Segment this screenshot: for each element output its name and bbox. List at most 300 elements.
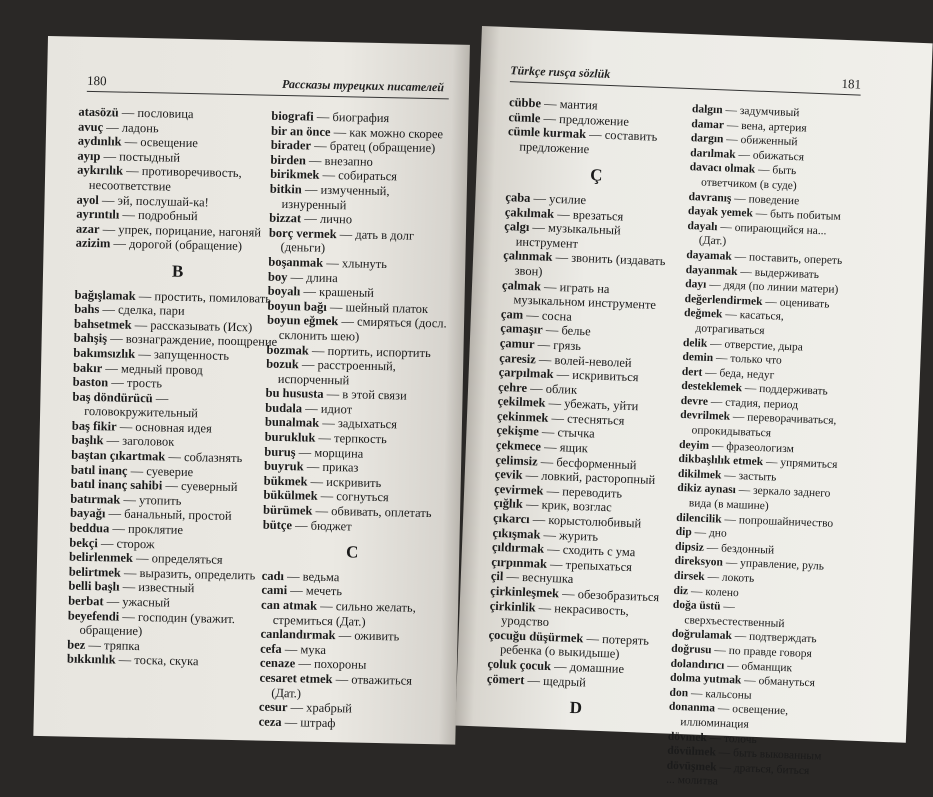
translation: — сделка, пари xyxy=(99,302,185,318)
dictionary-entry xyxy=(67,608,273,641)
headword: cübbe xyxy=(509,95,541,110)
headword: cesur xyxy=(259,700,288,715)
translation: — ловкий, расторопный xyxy=(522,468,655,487)
headword: don xyxy=(669,686,688,699)
headword: damar xyxy=(691,118,724,131)
translation: — бесформенный xyxy=(537,454,636,472)
translation: — согнуться xyxy=(317,489,388,504)
headword: devrilmek xyxy=(680,409,730,423)
dictionary-column xyxy=(67,105,284,671)
translation: — дно xyxy=(691,527,726,540)
translation: — подробный xyxy=(119,208,198,224)
translation: — драться, биться xyxy=(716,761,809,777)
translation: — утопить xyxy=(120,492,181,507)
headword: azar xyxy=(76,221,100,235)
translation: — основная идея xyxy=(117,419,212,435)
headword: çırpınmak xyxy=(491,555,547,571)
translation: — бездонный xyxy=(704,542,775,557)
translation: — волей-неволей xyxy=(536,352,632,370)
headword: bürümek xyxy=(263,503,313,518)
headword: çaba xyxy=(505,190,531,205)
translation: — обижаться xyxy=(735,149,804,164)
headword: bıkkınlık xyxy=(67,652,116,667)
headword: çehre xyxy=(498,380,527,395)
translation: — пословица xyxy=(119,105,194,121)
headword: çıldırmak xyxy=(492,540,545,556)
headword: bir an önce xyxy=(271,123,331,138)
translation: — задыхаться xyxy=(319,416,397,432)
section-letter: Ç xyxy=(506,165,686,186)
headword: birader xyxy=(271,138,312,153)
translation: — похороны xyxy=(295,657,366,672)
dictionary-entry xyxy=(72,389,278,422)
headword: belirtmek xyxy=(69,564,121,579)
dictionary-entry xyxy=(77,163,283,196)
headword: bozuk xyxy=(266,357,299,372)
translation: — ящик xyxy=(541,440,588,456)
headword: dövmek xyxy=(668,730,707,743)
translation: — дядя (по линии матери) xyxy=(706,279,838,296)
translation: — выразить, определить xyxy=(121,565,256,582)
translation: — отверстие, дыра xyxy=(707,337,803,353)
headword: dayalı xyxy=(687,220,717,233)
translation: — выдерживать xyxy=(737,266,819,281)
headword: bükmek xyxy=(264,473,308,488)
headword: borç vermek xyxy=(269,225,337,240)
translation: — измученный, изнуренный xyxy=(281,182,389,212)
translation: — застыть xyxy=(721,469,776,483)
headword: dipsiz xyxy=(675,541,704,554)
translation: — терпкость xyxy=(315,431,387,446)
translation: — быть выкованным xyxy=(716,747,822,763)
headword: canlandırmak xyxy=(260,627,335,643)
translation: — быть ответчиком (в суде) xyxy=(701,164,797,192)
translation: — суеверный xyxy=(162,479,237,495)
translation: — только что xyxy=(713,352,782,367)
headword: delik xyxy=(683,336,708,349)
headword: bakır xyxy=(73,360,102,375)
headword: çekilmek xyxy=(497,394,545,410)
translation: — дать в долг (деньги) xyxy=(280,227,414,255)
headword: davranış xyxy=(688,191,731,205)
translation: — медный провод xyxy=(102,361,203,377)
translation: — стадия, период xyxy=(708,396,799,411)
translation: — хлынуть xyxy=(323,256,387,271)
headword: çıkarcı xyxy=(493,511,530,526)
dictionary-entry xyxy=(268,225,449,258)
headword: cümle kurmak xyxy=(508,124,587,141)
headword: cadı xyxy=(262,568,285,582)
headword: birikmek xyxy=(270,167,320,182)
headword: dargın xyxy=(691,132,724,145)
headword: çömert xyxy=(487,671,525,686)
translation: — сторож xyxy=(98,536,155,551)
headword: burukluk xyxy=(265,430,316,445)
translation: — обиженный xyxy=(723,134,797,149)
translation: — известный xyxy=(119,580,194,596)
translation: — составить предложение xyxy=(519,127,657,156)
translation: — поддерживать xyxy=(742,383,828,398)
translation: — управление, руль xyxy=(723,557,825,573)
headword: çalgı xyxy=(504,219,530,234)
translation: — быть побитым xyxy=(753,208,841,223)
headword: çaresiz xyxy=(499,350,536,365)
headword: baş fikir xyxy=(72,418,117,433)
headword: çıkışmak xyxy=(492,525,540,541)
translation: — мантия xyxy=(541,96,598,112)
headword: çelimsiz xyxy=(495,452,538,468)
headword: baş döndürücü xyxy=(72,389,153,405)
translation: — трость xyxy=(108,375,162,390)
translation: — запущенность xyxy=(135,347,229,363)
translation: — заголовок xyxy=(103,434,174,449)
headword: direksyon xyxy=(674,555,723,569)
translation: — ладонь xyxy=(103,120,159,135)
translation: — сходить с ума xyxy=(544,542,636,559)
translation: — ужасный xyxy=(103,594,170,609)
headword: boyun eğmek xyxy=(267,313,338,328)
headword: dalgın xyxy=(692,103,723,116)
page-header xyxy=(510,63,861,95)
translation: — толочь xyxy=(707,732,757,746)
translation: — поставить, опереть xyxy=(731,251,842,267)
headword: belli başlı xyxy=(68,579,119,594)
dictionary-column xyxy=(259,109,452,733)
translation: — убежать, уйти xyxy=(545,396,638,414)
headword: bütçe xyxy=(263,517,292,532)
headword: bez xyxy=(67,637,85,651)
translation: — освещение xyxy=(121,135,198,151)
dictionary-entry xyxy=(259,714,439,732)
headword: ayrıntılı xyxy=(76,207,119,222)
translation: — противоречивость, несоответствие xyxy=(89,164,242,194)
headword: baştan çıkartmak xyxy=(71,448,165,464)
translation: — опирающийся на... (Дат.) xyxy=(699,221,827,248)
page-number: 181 xyxy=(841,76,861,93)
dictionary-entry xyxy=(266,357,447,390)
dictionary-entry xyxy=(67,652,272,671)
translation: — усилие xyxy=(530,191,586,207)
headword: dayı xyxy=(685,278,707,291)
translation: — храбрый xyxy=(287,700,352,715)
headword: batıl inanç xyxy=(71,462,128,477)
headword: bunalmak xyxy=(265,415,319,430)
headword: değerlendirmek xyxy=(684,293,762,308)
headword: çekişme xyxy=(496,423,539,439)
headword: ayıp xyxy=(77,148,100,162)
translation: — вознаграждение, поощрение xyxy=(107,332,277,350)
translation: — переворачиваться, опрокидываться xyxy=(691,411,836,439)
translation: — сосна xyxy=(523,308,572,324)
translation: — упрямиться xyxy=(763,456,838,471)
translation: — поведение xyxy=(731,192,799,207)
headword: biografi xyxy=(271,109,314,124)
headword: çakılmak xyxy=(505,205,555,221)
headword: ceza xyxy=(259,714,282,728)
translation: — соблазнять xyxy=(165,450,242,466)
headword: bitkin xyxy=(270,182,302,197)
headword: çalmak xyxy=(502,277,541,292)
translation: — некрасивость, уродство xyxy=(501,600,629,629)
headword: atasözü xyxy=(78,105,119,120)
translation: — расстроенный, испорченный xyxy=(278,357,396,387)
section-letter: B xyxy=(75,263,280,282)
headword: dolandırıcı xyxy=(670,657,724,671)
headword: çoluk çocuk xyxy=(487,657,551,673)
headword: bağışlamak xyxy=(74,287,135,302)
translation: — отважиться (Дат.) xyxy=(271,672,412,700)
headword: boşanmak xyxy=(268,255,323,270)
translation: — крашеный xyxy=(300,284,374,300)
headword: bahşiş xyxy=(74,331,108,346)
translation: — собираться xyxy=(319,168,397,184)
headword: diz xyxy=(673,584,688,597)
headword: çevik xyxy=(495,467,523,482)
translation: — корыстолюбивый xyxy=(529,512,641,530)
translation: — локоть xyxy=(704,571,754,585)
translation: — упрек, порицание, нагоняй xyxy=(99,222,261,239)
translation: — журить xyxy=(540,527,598,543)
translation: — переводить xyxy=(543,484,622,501)
translation: — суеверие xyxy=(127,463,193,478)
translation: — касаться, дотрагиваться xyxy=(695,309,784,337)
translation: — обезобразиться xyxy=(559,586,660,604)
dictionary-entry xyxy=(267,313,448,346)
headword: belirlenmek xyxy=(69,550,133,565)
translation: — смиряться (досл. склонить шею) xyxy=(279,314,447,343)
headword: çamaşır xyxy=(500,321,543,337)
translation: — фразеологизм xyxy=(709,440,794,455)
headword: berbat xyxy=(68,594,104,609)
left-page xyxy=(33,36,470,745)
translation: — тряпка xyxy=(85,638,140,653)
translation: — банальный, простой xyxy=(105,507,232,524)
translation: — стесняться xyxy=(548,411,625,428)
translation: — по правде говоря xyxy=(711,644,812,660)
headword: avuç xyxy=(78,119,103,134)
translation: — предложение xyxy=(540,111,629,128)
headword: boyalı xyxy=(268,284,301,299)
headword: budala xyxy=(265,401,302,416)
translation: — дорогой (обращение) xyxy=(110,237,242,254)
translation: — колено xyxy=(688,585,739,599)
headword: dayak yemek xyxy=(688,205,753,219)
translation: — веснушка xyxy=(503,570,573,587)
headword: çil xyxy=(491,569,504,583)
running-title: Türkçe rusça sözlük xyxy=(510,63,611,82)
dictionary-entry xyxy=(259,671,440,704)
headword: dövülmek xyxy=(667,745,716,759)
translation: — мука xyxy=(282,642,327,657)
right-page xyxy=(455,26,933,743)
translation: — головокружительный xyxy=(84,391,198,421)
headword: cenaze xyxy=(260,656,296,671)
headword: deyim xyxy=(679,439,709,452)
headword: bakımsızlık xyxy=(73,346,135,361)
headword: dövüşmek xyxy=(667,759,717,773)
headword: demin xyxy=(682,351,713,364)
dictionary-column xyxy=(666,102,852,794)
translation: — определяться xyxy=(133,551,223,567)
headword: boy xyxy=(268,269,288,283)
headword: batırmak xyxy=(70,491,120,506)
dictionary-entry xyxy=(507,124,688,160)
headword: çocuğu düşürmek xyxy=(488,627,583,645)
headword: doğrulamak xyxy=(672,628,732,642)
translation: — подтверждать xyxy=(732,630,817,645)
headword: cami xyxy=(261,583,287,598)
headword: baston xyxy=(73,375,109,390)
dictionary-entry xyxy=(269,182,450,215)
headword: batıl inanç sahibi xyxy=(70,477,162,493)
headword: beyefendi xyxy=(68,608,120,623)
headword: can atmak xyxy=(261,598,317,613)
translation: — искривиться xyxy=(553,367,639,384)
translation: — тоска, скука xyxy=(115,653,198,669)
translation: — врезаться xyxy=(554,206,624,223)
section-letter: C xyxy=(262,544,442,562)
translation: — сверхъестественный xyxy=(684,601,785,630)
dictionary-column xyxy=(485,95,689,729)
translation: ... молитва xyxy=(666,774,718,788)
translation: — шейный платок xyxy=(327,300,429,316)
translation: — приказ xyxy=(303,460,358,475)
dictionary-entry xyxy=(261,598,442,631)
translation: — крик, возглас xyxy=(523,497,612,514)
headword: ayol xyxy=(76,192,99,206)
translation: — облик xyxy=(527,381,578,397)
translation: — оживить xyxy=(335,628,399,643)
translation: — внезапно xyxy=(306,153,373,168)
headword: bekçi xyxy=(69,535,98,550)
translation: — стычка xyxy=(539,425,595,441)
translation: — потерять ребенка (о выкидыше) xyxy=(500,631,650,661)
headword: desteklemek xyxy=(681,380,742,394)
headword: bizzat xyxy=(269,211,301,226)
translation: — белье xyxy=(542,323,590,339)
translation: — обвивать, оплетать xyxy=(312,504,431,520)
translation: — обманщик xyxy=(724,659,792,674)
headword: çamur xyxy=(500,336,535,351)
headword: davacı olmak xyxy=(689,161,755,176)
headword: bozmak xyxy=(266,342,309,357)
headword: bayağı xyxy=(70,506,106,521)
translation: — трепыхаться xyxy=(547,557,633,574)
headword: bükülmek xyxy=(263,488,317,503)
headword: dikiz aynası xyxy=(677,482,736,496)
headword: buruş xyxy=(264,444,296,459)
translation: — кальсоны xyxy=(688,687,752,701)
translation: — рассказывать (Исх) xyxy=(131,318,252,335)
headword: buyruk xyxy=(264,459,304,474)
translation: — освещение, иллюминация xyxy=(680,703,788,731)
translation: — искривить xyxy=(307,474,381,490)
translation: — попрошайничество xyxy=(721,513,833,529)
headword: donanma xyxy=(669,701,715,715)
translation: — лично xyxy=(301,211,352,226)
headword: doğa üstü xyxy=(673,599,721,613)
translation: — вена, артерия xyxy=(724,119,807,134)
headword: birden xyxy=(270,152,306,167)
headword: bahsetmek xyxy=(74,316,132,331)
translation: — эй, послушай-ка! xyxy=(99,193,209,209)
headword: dip xyxy=(675,526,691,539)
translation: — простить, помиловать xyxy=(136,288,272,305)
translation: — оценивать xyxy=(762,296,829,311)
headword: cefa xyxy=(260,641,282,655)
headword: çam xyxy=(501,307,524,322)
translation: — господин (уважит. обращение) xyxy=(79,609,235,638)
translation: — братец (обращение) xyxy=(311,139,436,156)
headword: çevirmek xyxy=(494,482,544,498)
translation: — играть на музыкальном инструменте xyxy=(513,279,656,312)
translation: — музыкальный инструмент xyxy=(515,220,621,250)
headword: dikilmek xyxy=(678,468,722,482)
translation: — постыдный xyxy=(100,149,180,165)
translation: — мечеть xyxy=(287,584,342,599)
headword: azizim xyxy=(76,236,111,251)
headword: beddua xyxy=(70,521,110,536)
headword: dayamak xyxy=(686,249,732,263)
translation: — портить, испортить xyxy=(309,343,431,360)
headword: dert xyxy=(682,366,703,379)
headword: çekinmek xyxy=(497,409,549,425)
headword: boyun bağı xyxy=(267,298,327,313)
translation: — зеркало заднего вида (в машине) xyxy=(689,485,831,513)
translation: — штраф xyxy=(281,715,335,730)
translation: — домашние xyxy=(551,659,625,676)
headword: çalınmak xyxy=(503,248,553,264)
headword: cesaret etmek xyxy=(259,671,332,687)
headword: değmek xyxy=(684,307,723,320)
headword: dayanmak xyxy=(686,264,738,278)
translation: — проклятие xyxy=(109,521,183,537)
translation: — грязь xyxy=(534,337,581,353)
translation: — щедрый xyxy=(524,673,586,689)
headword: çekmece xyxy=(496,438,542,454)
headword: dolma yutmak xyxy=(670,672,742,687)
page-number: 180 xyxy=(87,73,107,89)
headword: çirkinleşmek xyxy=(490,584,559,601)
headword: doğrusu xyxy=(671,643,712,657)
translation: — задумчивый xyxy=(722,104,799,119)
headword: aydınlık xyxy=(78,134,122,149)
translation: — обмануться xyxy=(741,675,815,690)
headword: darılmak xyxy=(690,147,736,161)
translation: — морщина xyxy=(295,445,363,460)
translation: — бюджет xyxy=(292,518,352,533)
headword: cümle xyxy=(508,110,540,125)
headword: dikbaşlılık etmek xyxy=(678,453,763,468)
headword: bu hususta xyxy=(265,386,323,401)
translation: — сильно желать, стремиться (Дат.) xyxy=(273,599,416,629)
section-letter: D xyxy=(486,698,666,719)
headword: çığlık xyxy=(493,496,523,511)
headword: bahs xyxy=(74,302,99,317)
headword: çirkinlik xyxy=(489,598,535,614)
page-header xyxy=(87,73,449,100)
translation: — идиот xyxy=(302,401,352,416)
headword: aykırılık xyxy=(77,163,123,178)
translation: — в этой связи xyxy=(323,387,406,403)
headword: dirsek xyxy=(674,570,705,583)
translation: — биография xyxy=(314,110,390,126)
translation: — беда, недуг xyxy=(702,366,774,381)
headword: başlık xyxy=(71,433,103,448)
headword: çarpılmak xyxy=(498,365,553,381)
translation: — длина xyxy=(287,270,338,285)
translation: — как можно скорее xyxy=(330,125,443,141)
